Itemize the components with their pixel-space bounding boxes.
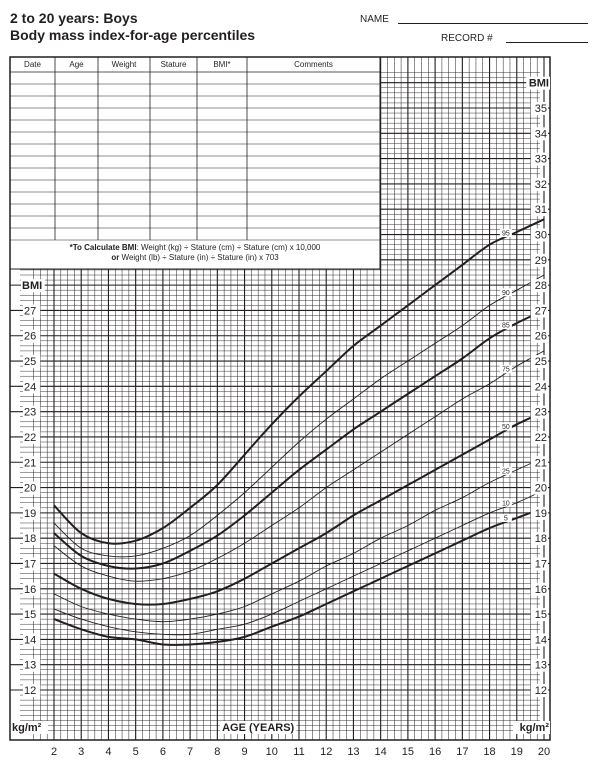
x-tick-8: 8 xyxy=(214,746,221,758)
x-tick-16: 16 xyxy=(428,746,442,758)
y-tick-left-16: 16 xyxy=(24,583,37,596)
y-tick-right-12: 12 xyxy=(534,685,547,697)
y-tick-right-24: 24 xyxy=(534,381,547,394)
x-tick-15: 15 xyxy=(401,746,415,758)
x-tick-5: 5 xyxy=(132,746,139,758)
x-tick-7: 7 xyxy=(187,746,194,758)
x-tick-14: 14 xyxy=(374,746,387,758)
y-tick-right-31: 31 xyxy=(534,204,547,217)
x-tick-18: 18 xyxy=(483,746,496,758)
percentile-label-50: 50 xyxy=(501,423,510,431)
col-age: Age xyxy=(69,60,84,69)
x-tick-6: 6 xyxy=(159,746,166,758)
formula-line1-rest: : Weight (kg) ÷ Stature (cm) ÷ Stature (cm) x 10,000 xyxy=(136,243,321,252)
percentile-label-95: 95 xyxy=(501,230,510,238)
y-tick-right-30: 30 xyxy=(534,229,547,242)
y-tick-right-34: 34 xyxy=(534,128,547,141)
y-tick-left-18: 18 xyxy=(24,533,37,546)
chart-title-line2: Body mass index-for-age percentiles xyxy=(10,27,256,43)
y-tick-left-15: 15 xyxy=(24,609,37,622)
y-tick-left-23: 23 xyxy=(24,406,37,419)
y-unit-right: kg/m² xyxy=(519,722,549,734)
y-tick-right-25: 25 xyxy=(534,356,547,369)
name-label: NAME xyxy=(360,14,389,25)
percentile-label-90: 90 xyxy=(501,289,510,297)
y-tick-right-19: 19 xyxy=(534,507,547,520)
y-tick-right-18: 18 xyxy=(534,533,547,546)
y-tick-right-27: 27 xyxy=(534,305,547,318)
col-weight: Weight xyxy=(111,60,137,69)
formula-line2-bold: or xyxy=(111,253,120,262)
y-tick-left-13: 13 xyxy=(24,659,37,672)
y-axis-label-left: BMI xyxy=(22,280,43,293)
y-tick-right-26: 26 xyxy=(534,330,547,343)
x-tick-20: 20 xyxy=(537,746,551,758)
y-tick-right-15: 15 xyxy=(534,609,547,622)
record-label: RECORD # xyxy=(441,33,493,44)
col-comments: Comments xyxy=(294,60,333,69)
percentile-label-25: 25 xyxy=(501,468,510,476)
col-stature: Stature xyxy=(160,60,187,69)
x-axis-label: AGE (YEARS) xyxy=(222,722,295,734)
y-tick-left-26: 26 xyxy=(24,330,37,343)
y-tick-right-23: 23 xyxy=(534,406,547,419)
col-bmi: BMI* xyxy=(213,60,231,69)
y-tick-right-33: 33 xyxy=(534,153,547,166)
x-tick-10: 10 xyxy=(265,746,278,758)
chart-title-line1: 2 to 20 years: Boys xyxy=(10,10,138,26)
record-table xyxy=(10,57,380,269)
x-tick-19: 19 xyxy=(510,746,523,758)
y-tick-right-22: 22 xyxy=(534,431,547,444)
y-tick-left-14: 14 xyxy=(24,634,37,647)
y-tick-right-32: 32 xyxy=(534,178,547,191)
y-tick-left-27: 27 xyxy=(24,305,37,318)
x-tick-9: 9 xyxy=(241,746,248,758)
y-tick-right-21: 21 xyxy=(534,457,547,470)
x-tick-2: 2 xyxy=(50,746,58,758)
y-tick-left-12: 12 xyxy=(24,685,37,697)
percentile-label-75: 75 xyxy=(501,366,510,374)
percentile-label-85: 85 xyxy=(501,322,510,330)
y-tick-right-16: 16 xyxy=(534,583,547,596)
y-tick-right-13: 13 xyxy=(534,659,547,672)
y-tick-left-22: 22 xyxy=(24,431,37,444)
formula-line1-bold: *To Calculate BMI xyxy=(69,243,137,252)
y-tick-right-20: 20 xyxy=(534,482,547,495)
y-tick-left-21: 21 xyxy=(24,457,37,470)
y-tick-right-17: 17 xyxy=(534,558,547,571)
y-tick-left-17: 17 xyxy=(24,558,37,571)
x-tick-13: 13 xyxy=(347,746,360,758)
percentile-label-5: 5 xyxy=(503,515,508,523)
y-tick-right-14: 14 xyxy=(534,634,547,647)
x-tick-4: 4 xyxy=(105,746,112,758)
percentile-label-10: 10 xyxy=(501,500,510,508)
x-tick-12: 12 xyxy=(320,746,333,758)
y-tick-right-28: 28 xyxy=(534,280,547,293)
x-tick-11: 11 xyxy=(293,746,305,758)
bmi-formula xyxy=(12,243,378,263)
x-tick-3: 3 xyxy=(78,746,85,758)
formula-line2-rest: Weight (lb) ÷ Stature (in) ÷ Stature (in) x 703 xyxy=(119,253,279,262)
y-unit-left: kg/m² xyxy=(12,722,42,734)
y-tick-left-25: 25 xyxy=(24,356,37,369)
col-date: Date xyxy=(24,60,41,69)
y-tick-right-35: 35 xyxy=(534,103,547,115)
y-tick-left-19: 19 xyxy=(24,507,37,520)
x-tick-17: 17 xyxy=(456,746,469,758)
y-tick-left-20: 20 xyxy=(24,482,37,495)
y-tick-right-29: 29 xyxy=(534,254,547,267)
y-axis-label-right: BMI xyxy=(528,77,549,90)
y-tick-left-24: 24 xyxy=(24,381,37,394)
